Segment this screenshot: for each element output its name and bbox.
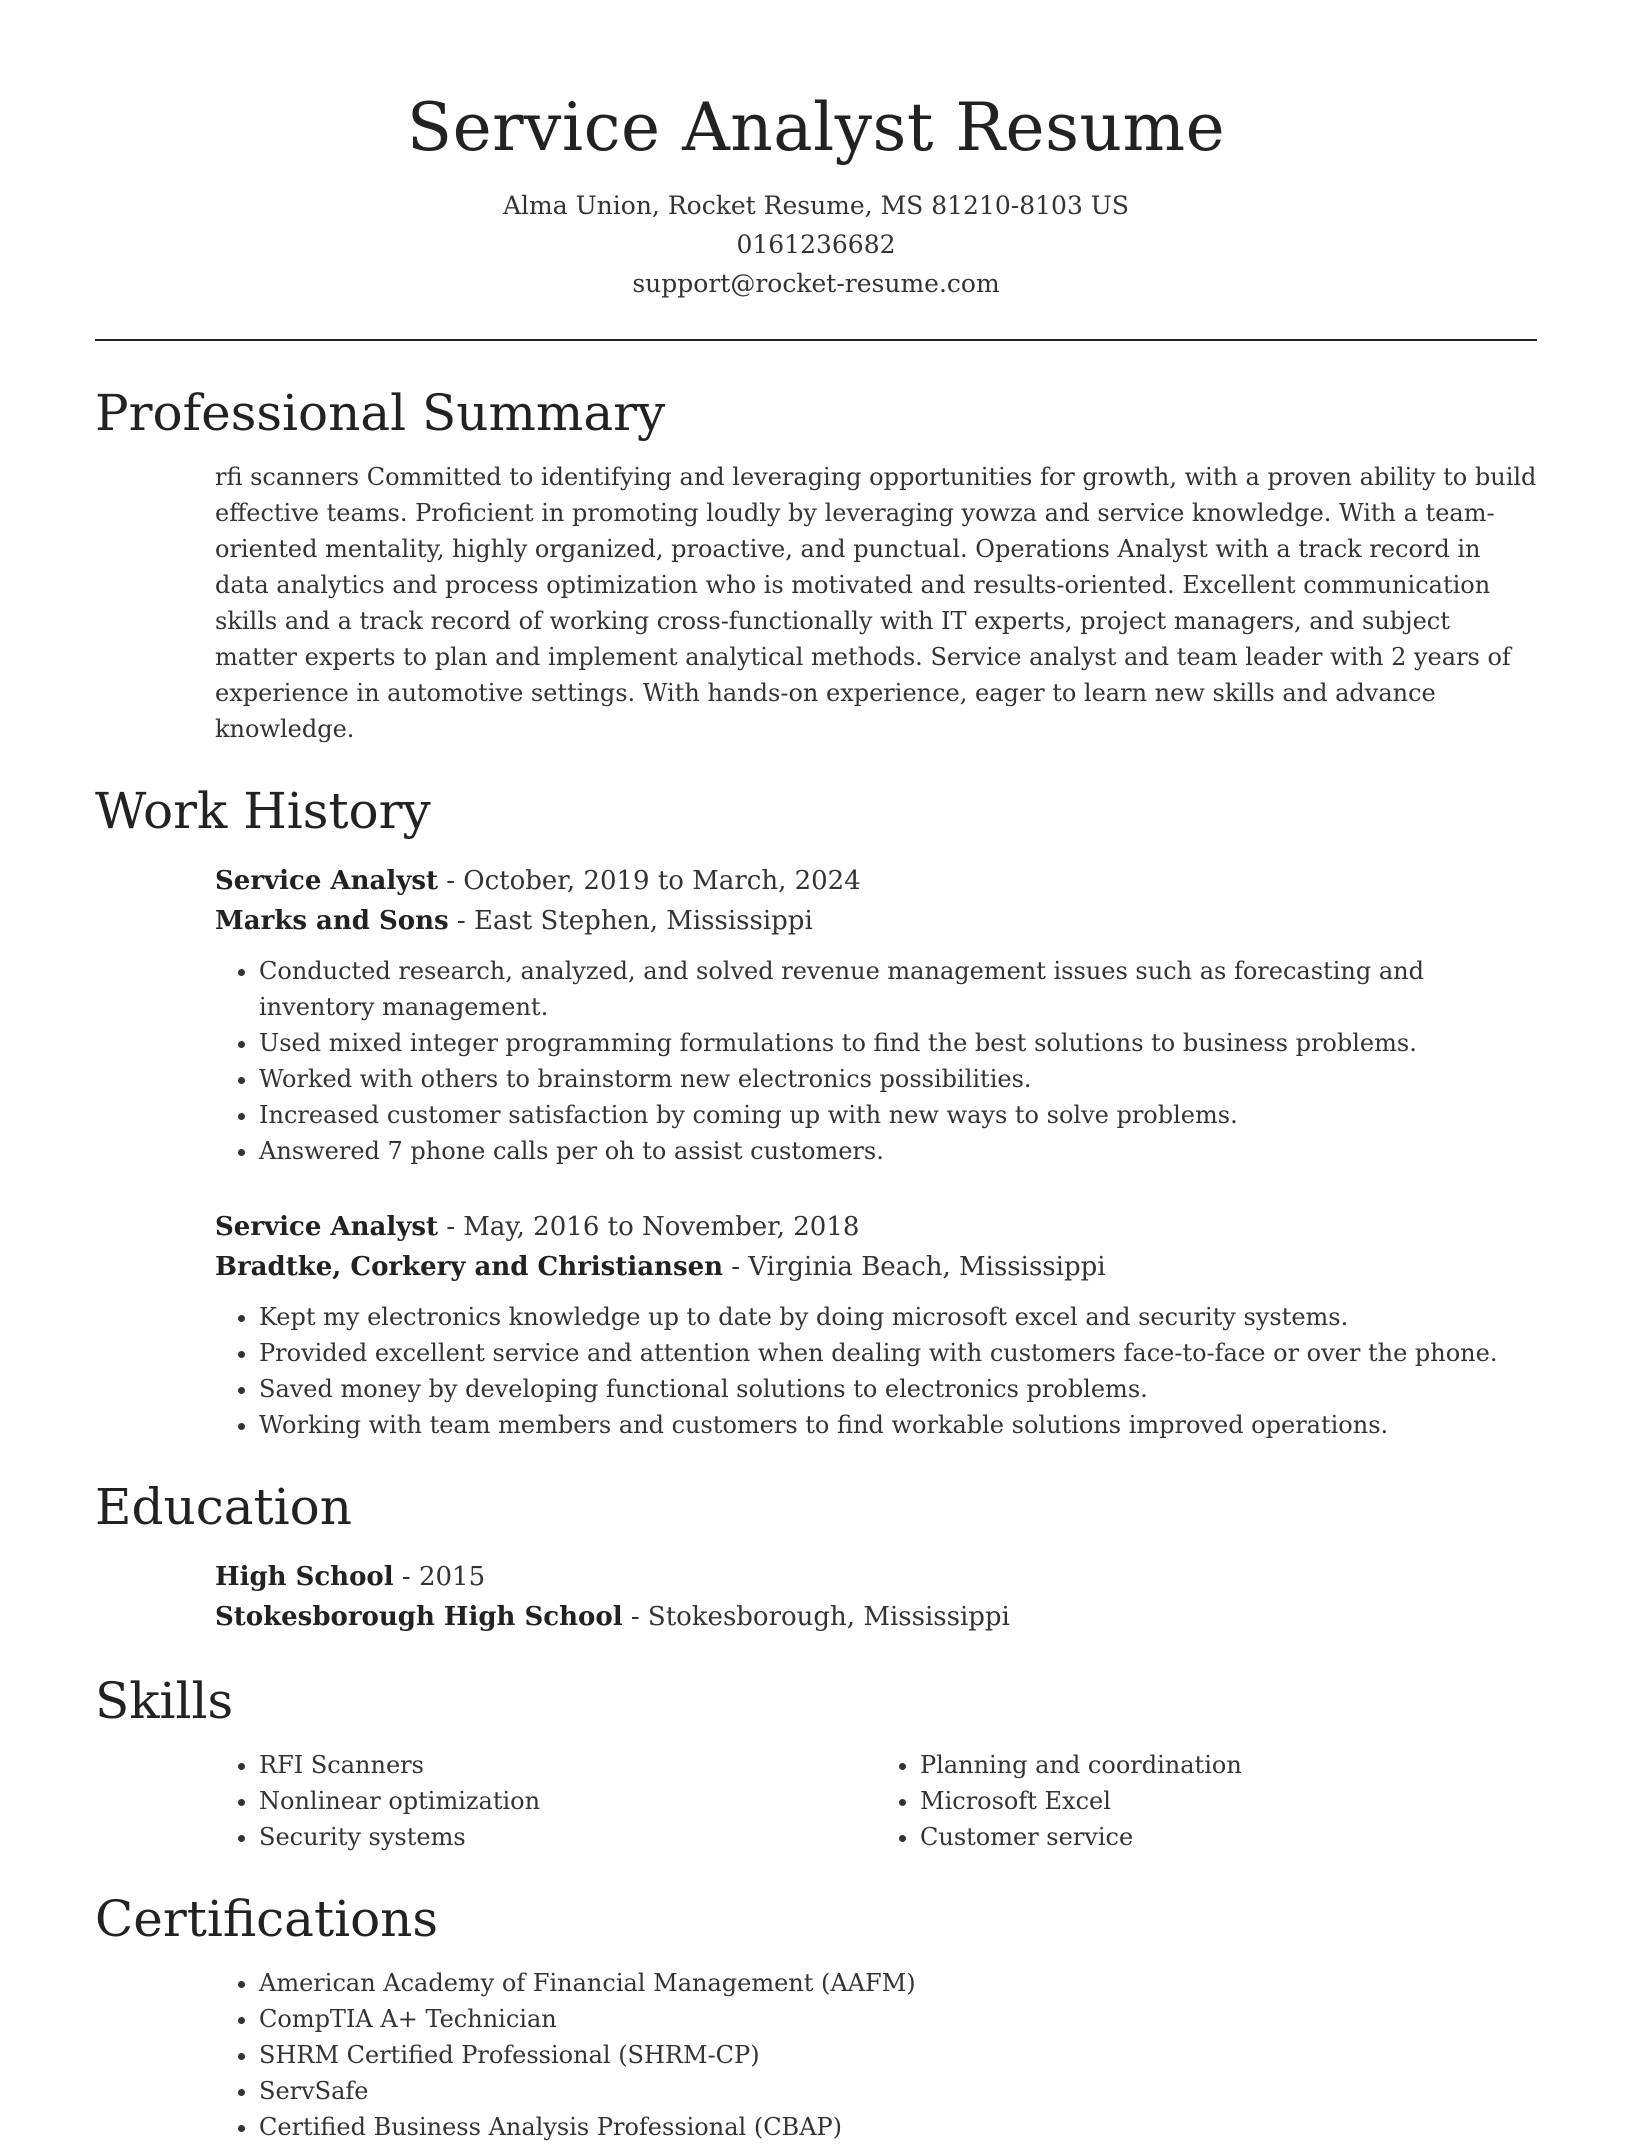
certification-item: • American Academy of Financial Management (AAFM) bbox=[259, 1965, 1537, 2001]
job-company-line bbox=[215, 901, 1537, 941]
job-dates: - October, 2019 to March, 2024 bbox=[437, 866, 861, 896]
education-degree-line bbox=[215, 1557, 1537, 1597]
job-location: - East Stephen, Mississippi bbox=[448, 906, 813, 936]
education-degree: High School bbox=[215, 1562, 394, 1592]
skills-column-left bbox=[215, 1747, 876, 1855]
job-company-line bbox=[215, 1247, 1537, 1287]
header-divider bbox=[95, 339, 1537, 341]
job-bullet: • Worked with others to brainstorm new electronics possibilities. bbox=[259, 1061, 1537, 1097]
certifications-heading: Certifications bbox=[95, 1890, 439, 1948]
job-role: Service Analyst bbox=[215, 866, 438, 896]
job-bullets bbox=[215, 953, 1537, 1169]
job-bullet: • Saved money by developing functional solutions to electronics problems. bbox=[259, 1371, 1537, 1407]
contact-info bbox=[95, 186, 1537, 303]
job-bullet: • Used mixed integer programming formulations to find the best solutions to business problems. bbox=[259, 1025, 1537, 1061]
education-school-line bbox=[215, 1597, 1537, 1637]
certification-item: • ServSafe bbox=[259, 2073, 1537, 2109]
certification-item: • SHRM Certified Professional (SHRM-CP) bbox=[259, 2037, 1537, 2073]
job-company: Bradtke, Corkery and Christiansen bbox=[215, 1252, 724, 1282]
skill-item: • Microsoft Excel bbox=[920, 1783, 1537, 1819]
job-bullet: • Increased customer satisfaction by coming up with new ways to solve problems. bbox=[259, 1097, 1537, 1133]
job-bullet: • Kept my electronics knowledge up to date by doing microsoft excel and security systems. bbox=[259, 1299, 1537, 1335]
job-dates: - May, 2016 to November, 2018 bbox=[437, 1212, 860, 1242]
job-bullets bbox=[215, 1299, 1537, 1443]
skills-heading: Skills bbox=[95, 1672, 234, 1730]
job-entry bbox=[215, 861, 1537, 1169]
work-history-section bbox=[95, 781, 1537, 1443]
education-year: - 2015 bbox=[393, 1562, 486, 1592]
certifications-list bbox=[215, 1965, 1537, 2145]
education-school: Stokesborough High School bbox=[215, 1602, 623, 1632]
contact-phone: 0161236682 bbox=[736, 230, 896, 259]
resume-header bbox=[95, 0, 1537, 303]
job-role: Service Analyst bbox=[215, 1212, 438, 1242]
skills-section bbox=[95, 1671, 1537, 1855]
skill-item: • Planning and coordination bbox=[920, 1747, 1537, 1783]
job-bullet: • Conducted research, analyzed, and solved revenue management issues such as forecasting and inventory management. bbox=[259, 953, 1537, 1025]
job-bullet: • Working with team members and customers to find workable solutions improved operations. bbox=[259, 1407, 1537, 1443]
education-section bbox=[95, 1477, 1537, 1637]
contact-email: support@rocket-resume.com bbox=[632, 269, 1000, 298]
job-location: - Virginia Beach, Mississippi bbox=[723, 1252, 1106, 1282]
job-bullet: • Provided excellent service and attention when dealing with customers face-to-face or over the phone. bbox=[259, 1335, 1537, 1371]
job-title-line bbox=[215, 861, 1537, 901]
certifications-section bbox=[95, 1889, 1537, 2145]
skills-column-right bbox=[876, 1747, 1537, 1855]
education-entry bbox=[215, 1557, 1537, 1637]
education-heading: Education bbox=[95, 1478, 352, 1536]
work-history-heading: Work History bbox=[95, 782, 431, 840]
skill-item: • Nonlinear optimization bbox=[259, 1783, 876, 1819]
summary-text: rfi scanners Committed to identifying and leveraging opportunities for growth, with a proven ability to build effective teams. Proficient in promoting loudly by leveraging yowza and service knowledge. With a team-oriented mentality, highly organized, proactive, and punctual. Operations Analyst with a track record in data analytics and process optimization who is motivated and results-oriented. Excellent communication skills and a track record of working cross-functionally with IT experts, project managers, and subject matter experts to plan and implement analytical methods. Service analyst and team leader with 2 years of experience in automotive settings. With hands-on experience, eager to learn new skills and advance knowledge. bbox=[215, 463, 1537, 743]
summary-section bbox=[95, 383, 1537, 747]
certifications-bullets bbox=[215, 1965, 1537, 2145]
resume-title: Service Analyst Resume bbox=[406, 89, 1226, 166]
skill-item: • Customer service bbox=[920, 1819, 1537, 1855]
job-bullet: • Answered 7 phone calls per oh to assist customers. bbox=[259, 1133, 1537, 1169]
job-title-line bbox=[215, 1207, 1537, 1247]
contact-address: Alma Union, Rocket Resume, MS 81210-8103 US bbox=[503, 191, 1129, 220]
summary-heading: Professional Summary bbox=[95, 384, 666, 442]
skill-item: • Security systems bbox=[259, 1819, 876, 1855]
certification-item: • CompTIA A+ Technician bbox=[259, 2001, 1537, 2037]
job-company: Marks and Sons bbox=[215, 906, 449, 936]
job-entry bbox=[215, 1207, 1537, 1443]
skill-item: • RFI Scanners bbox=[259, 1747, 876, 1783]
certification-item: • Certified Business Analysis Professional (CBAP) bbox=[259, 2109, 1537, 2145]
skills-list bbox=[215, 1747, 1537, 1855]
education-location: - Stokesborough, Mississippi bbox=[622, 1602, 1010, 1632]
